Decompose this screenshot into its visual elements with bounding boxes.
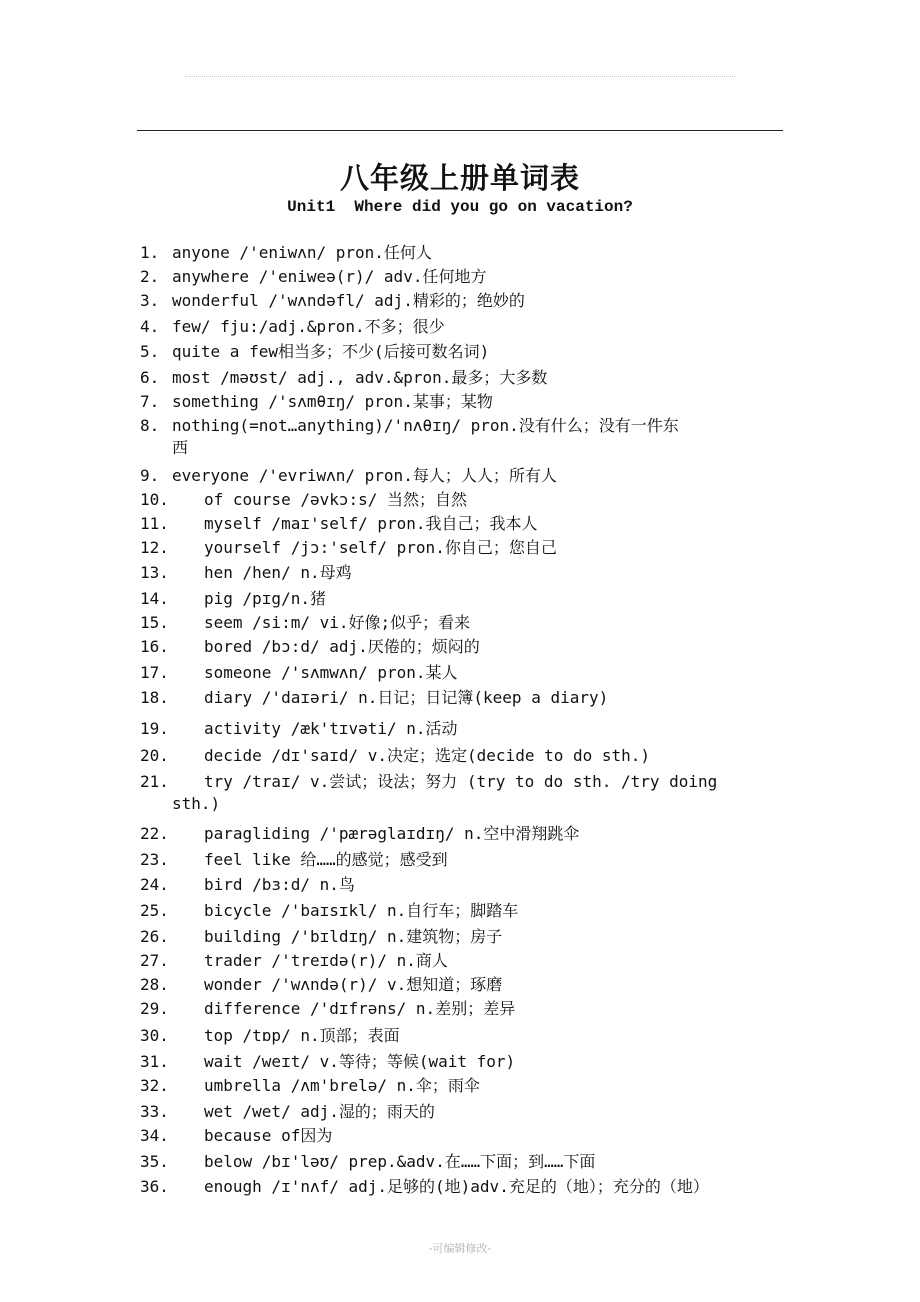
header-dotted-line xyxy=(185,76,735,77)
entry-number: 28. xyxy=(140,975,169,994)
entry-text: wet /wet/ adj.湿的；雨天的 xyxy=(204,1102,435,1121)
entry-number: 17. xyxy=(140,663,169,682)
vocab-entry xyxy=(140,537,830,559)
vocab-entry xyxy=(140,489,830,511)
entry-text: diary /'daɪəri/ n.日记；日记簿(keep a diary) xyxy=(204,688,609,707)
entry-text: most /məʊst/ adj., adv.&pron.最多；大多数 xyxy=(172,368,548,387)
entry-number: 31. xyxy=(140,1052,169,1071)
entry-number: 25. xyxy=(140,901,169,920)
vocab-entry xyxy=(140,341,830,363)
vocab-entry xyxy=(140,1125,830,1147)
vocab-entry xyxy=(140,1176,830,1198)
vocab-entry xyxy=(140,662,830,684)
entry-continuation: sth.) xyxy=(172,794,221,813)
page-title: 八年级上册单词表 xyxy=(339,161,580,195)
entry-number: 1. xyxy=(140,243,160,262)
entry-number: 24. xyxy=(140,875,169,894)
entry-text: quite a few相当多；不少(后接可数名词) xyxy=(172,342,490,361)
entry-number: 18. xyxy=(140,688,169,707)
vocab-entry xyxy=(140,636,830,658)
header-rule xyxy=(137,130,783,131)
entry-text: below /bɪ'ləʊ/ prep.&adv.在……下面；到……下面 xyxy=(204,1152,596,1171)
page-footer: -可编辑修改- xyxy=(428,1242,492,1255)
entry-number: 22. xyxy=(140,824,169,843)
entry-text: bird /bɜ:d/ n.鸟 xyxy=(204,875,355,894)
vocab-entry xyxy=(140,562,830,584)
vocab-entry xyxy=(140,823,830,845)
vocab-entry xyxy=(140,290,830,312)
vocab-entry xyxy=(140,513,830,535)
entry-number: 26. xyxy=(140,927,169,946)
entry-text: everyone /'evriwʌn/ pron.每人；人人；所有人 xyxy=(172,466,557,485)
entry-text: wait /weɪt/ v.等待；等候(wait for) xyxy=(204,1052,516,1071)
entry-text: myself /maɪ'self/ pron.我自己；我本人 xyxy=(204,514,538,533)
entry-text: top /tɒp/ n.顶部；表面 xyxy=(204,1026,400,1045)
entry-text: umbrella /ʌm'brelə/ n.伞；雨伞 xyxy=(204,1076,480,1095)
entry-number: 4. xyxy=(140,317,160,336)
entry-number: 10. xyxy=(140,490,169,509)
entry-number: 16. xyxy=(140,637,169,656)
entry-text: bored /bɔ:d/ adj.厌倦的；烦闷的 xyxy=(204,637,480,656)
entry-number: 32. xyxy=(140,1076,169,1095)
entry-text: difference /'dɪfrəns/ n.差别；差异 xyxy=(204,999,516,1018)
entry-text: feel like 给……的感觉；感受到 xyxy=(204,850,448,869)
vocab-entry xyxy=(140,612,830,634)
entry-number: 7. xyxy=(140,392,160,411)
entry-text: yourself /jɔ:'self/ pron.你自己；您自己 xyxy=(204,538,557,557)
entry-text: try /traɪ/ v.尝试；设法；努力 (try to do sth. /try doing xyxy=(204,772,718,791)
vocab-entry xyxy=(140,687,830,709)
entry-text: because of因为 xyxy=(204,1126,333,1145)
vocab-entry xyxy=(140,465,830,487)
vocab-entry xyxy=(140,974,830,996)
entry-text: enough /ɪ'nʌf/ adj.足够的(地)adv.充足的（地）；充分的（地） xyxy=(204,1177,709,1196)
entry-text: activity /æk'tɪvəti/ n.活动 xyxy=(204,719,458,738)
entry-number: 12. xyxy=(140,538,169,557)
entry-number: 33. xyxy=(140,1102,169,1121)
vocab-entry xyxy=(140,745,830,767)
unit-subtitle: Unit1 Where did you go on vacation? xyxy=(287,198,633,216)
vocab-entry xyxy=(140,718,830,740)
vocab-entry xyxy=(140,316,830,338)
entry-number: 13. xyxy=(140,563,169,582)
vocab-entry xyxy=(140,266,830,288)
entry-number: 11. xyxy=(140,514,169,533)
vocab-entry xyxy=(140,926,830,948)
entry-text: wonder /'wʌndə(r)/ v.想知道；琢磨 xyxy=(204,975,503,994)
entry-number: 30. xyxy=(140,1026,169,1045)
vocab-entry xyxy=(140,367,830,389)
vocab-entry xyxy=(140,1075,830,1097)
entry-number: 19. xyxy=(140,719,169,738)
entry-number: 27. xyxy=(140,951,169,970)
entry-number: 34. xyxy=(140,1126,169,1145)
entry-continuation: 西 xyxy=(172,438,189,457)
vocab-entry xyxy=(140,1101,830,1123)
vocab-entry xyxy=(140,874,830,896)
vocab-entry xyxy=(140,998,830,1020)
entry-text: pig /pɪg/n.猪 xyxy=(204,589,326,608)
entry-text: hen /hen/ n.母鸡 xyxy=(204,563,352,582)
vocab-entry xyxy=(140,950,830,972)
entry-number: 23. xyxy=(140,850,169,869)
entry-text: trader /'treɪdə(r)/ n.商人 xyxy=(204,951,448,970)
entry-number: 35. xyxy=(140,1152,169,1171)
entry-number: 5. xyxy=(140,342,160,361)
entry-text: anywhere /'eniweə(r)/ adv.任何地方 xyxy=(172,267,487,286)
entry-number: 9. xyxy=(140,466,160,485)
entry-text: paragliding /'pærəglaɪdɪŋ/ n.空中滑翔跳伞 xyxy=(204,824,580,843)
vocab-entry xyxy=(140,242,830,264)
entry-number: 21. xyxy=(140,772,169,791)
entry-text: building /'bɪldɪŋ/ n.建筑物；房子 xyxy=(204,927,503,946)
entry-text: decide /dɪ'saɪd/ v.决定；选定(decide to do sth.) xyxy=(204,746,651,765)
vocab-entry xyxy=(140,415,830,459)
vocab-entry xyxy=(140,849,830,871)
entry-number: 8. xyxy=(140,416,160,435)
vocab-entry xyxy=(140,1051,830,1073)
entry-text: bicycle /'baɪsɪkl/ n.自行车；脚踏车 xyxy=(204,901,519,920)
entry-number: 14. xyxy=(140,589,169,608)
entry-text: wonderful /'wʌndəfl/ adj.精彩的；绝妙的 xyxy=(172,291,525,310)
entry-text: someone /'sʌmwʌn/ pron.某人 xyxy=(204,663,458,682)
vocab-entry xyxy=(140,391,830,413)
vocab-entry xyxy=(140,1025,830,1047)
entry-text: something /'sʌmθɪŋ/ pron.某事；某物 xyxy=(172,392,493,411)
entry-text: few/ fju:/adj.&pron.不多；很少 xyxy=(172,317,445,336)
entry-number: 20. xyxy=(140,746,169,765)
entry-text: of course /əvkɔ:s/ 当然；自然 xyxy=(204,490,468,509)
entry-number: 3. xyxy=(140,291,160,310)
entry-number: 36. xyxy=(140,1177,169,1196)
entry-text: nothing(=not…anything)/'nʌθɪŋ/ pron.没有什么；没有一件东 xyxy=(172,416,679,435)
entry-number: 29. xyxy=(140,999,169,1018)
entry-text: seem /si:m/ vi.好像;似乎；看来 xyxy=(204,613,471,632)
vocab-entry xyxy=(140,900,830,922)
vocab-entry xyxy=(140,1151,830,1173)
vocab-entry xyxy=(140,771,830,815)
entry-number: 15. xyxy=(140,613,169,632)
entry-number: 6. xyxy=(140,368,160,387)
entry-text: anyone /'eniwʌn/ pron.任何人 xyxy=(172,243,432,262)
entry-number: 2. xyxy=(140,267,160,286)
vocab-entry xyxy=(140,588,830,610)
